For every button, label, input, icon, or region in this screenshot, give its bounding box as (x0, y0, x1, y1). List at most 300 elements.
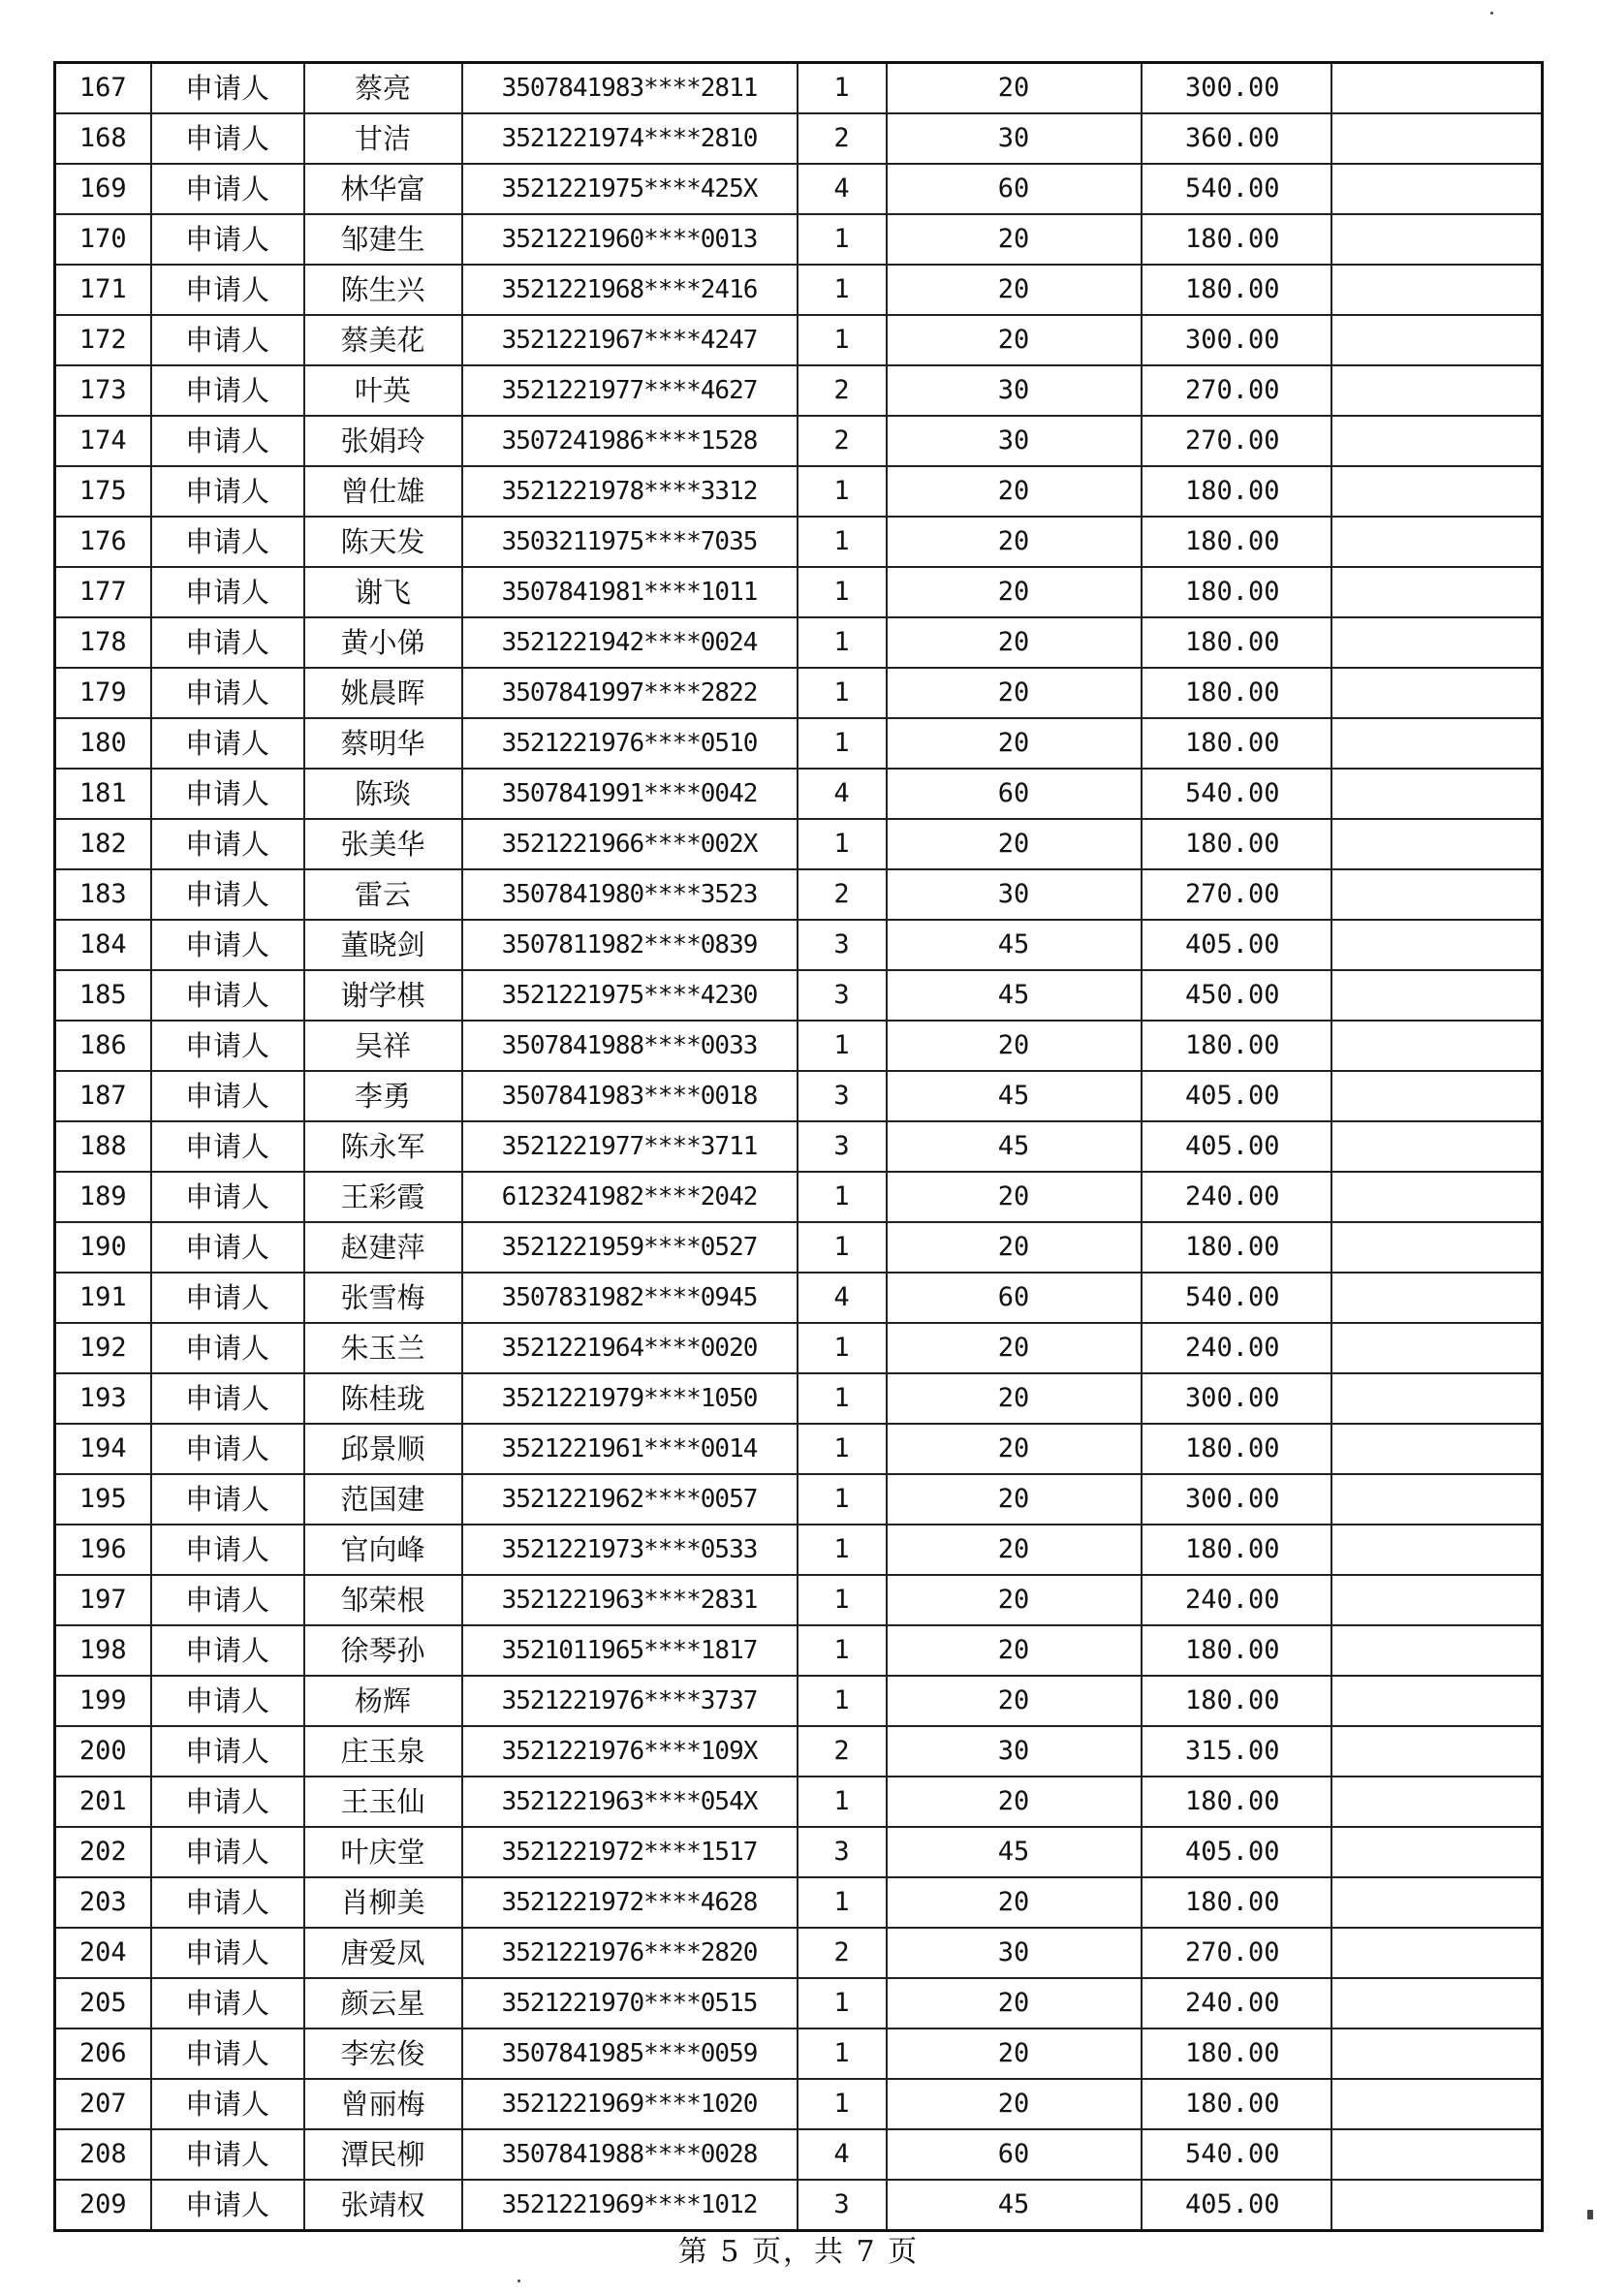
household-size: 3 (798, 1071, 887, 1121)
table-row (55, 920, 1543, 970)
applicant-type: 申请人 (151, 1071, 304, 1121)
scan-speck (517, 2280, 520, 2282)
subsidy-amount: 240.00 (1142, 1172, 1331, 1222)
subsidy-amount: 300.00 (1142, 1474, 1331, 1525)
household-size: 2 (798, 416, 887, 466)
id-number: 3521221976****109X (462, 1726, 798, 1777)
row-number: 178 (55, 617, 151, 668)
remark-cell (1331, 617, 1543, 668)
remark-cell (1331, 2029, 1543, 2079)
remark-cell (1331, 1877, 1543, 1928)
row-number: 180 (55, 718, 151, 769)
applicant-type: 申请人 (151, 1777, 304, 1827)
subsidy-amount: 180.00 (1142, 265, 1331, 315)
applicant-name: 张娟玲 (304, 416, 462, 466)
area-value: 20 (887, 1373, 1142, 1424)
area-value: 20 (887, 1172, 1142, 1222)
applicant-type: 申请人 (151, 1424, 304, 1474)
row-number: 184 (55, 920, 151, 970)
row-number: 168 (55, 113, 151, 164)
remark-cell (1331, 265, 1543, 315)
table-row (55, 1625, 1543, 1676)
subsidy-amount: 180.00 (1142, 1777, 1331, 1827)
subsidy-amount: 240.00 (1142, 1575, 1331, 1625)
row-number: 188 (55, 1121, 151, 1172)
applicant-type: 申请人 (151, 1676, 304, 1726)
row-number: 183 (55, 869, 151, 920)
applicant-type: 申请人 (151, 869, 304, 920)
remark-cell (1331, 416, 1543, 466)
area-value: 20 (887, 466, 1142, 517)
applicant-type: 申请人 (151, 1877, 304, 1928)
row-number: 177 (55, 567, 151, 617)
household-size: 1 (798, 718, 887, 769)
applicant-name: 陈天发 (304, 517, 462, 567)
household-size: 4 (798, 1273, 887, 1323)
id-number: 3521221976****2820 (462, 1928, 798, 1978)
subsidy-amount: 405.00 (1142, 1071, 1331, 1121)
household-size: 4 (798, 769, 887, 819)
subsidy-amount: 300.00 (1142, 63, 1331, 114)
remark-cell (1331, 970, 1543, 1021)
applicant-name: 邱景顺 (304, 1424, 462, 1474)
subsidy-amount: 180.00 (1142, 1625, 1331, 1676)
applicant-type: 申请人 (151, 1474, 304, 1525)
area-value: 20 (887, 1625, 1142, 1676)
id-number: 3521221961****0014 (462, 1424, 798, 1474)
id-number: 3521221963****2831 (462, 1575, 798, 1625)
applicant-type: 申请人 (151, 164, 304, 214)
area-value: 45 (887, 2180, 1142, 2231)
applicant-table (53, 61, 1544, 2232)
id-number: 3521221974****2810 (462, 113, 798, 164)
remark-cell (1331, 869, 1543, 920)
remark-cell (1331, 1625, 1543, 1676)
area-value: 20 (887, 819, 1142, 869)
remark-cell (1331, 1978, 1543, 2029)
id-number: 3521221969****1020 (462, 2079, 798, 2129)
table-row (55, 1172, 1543, 1222)
subsidy-amount: 270.00 (1142, 416, 1331, 466)
row-number: 208 (55, 2129, 151, 2180)
area-value: 30 (887, 869, 1142, 920)
household-size: 2 (798, 1928, 887, 1978)
household-size: 3 (798, 1827, 887, 1877)
table-row (55, 1323, 1543, 1373)
scan-speck (1490, 12, 1493, 15)
table-row (55, 1575, 1543, 1625)
applicant-name: 肖柳美 (304, 1877, 462, 1928)
applicant-type: 申请人 (151, 769, 304, 819)
id-number: 3507841988****0028 (462, 2129, 798, 2180)
remark-cell (1331, 1676, 1543, 1726)
subsidy-amount: 540.00 (1142, 1273, 1331, 1323)
table-row (55, 1525, 1543, 1575)
table-row (55, 2180, 1543, 2231)
row-number: 170 (55, 214, 151, 265)
remark-cell (1331, 718, 1543, 769)
table-row (55, 1474, 1543, 1525)
id-number: 3507241986****1528 (462, 416, 798, 466)
applicant-type: 申请人 (151, 1222, 304, 1273)
area-value: 20 (887, 1978, 1142, 2029)
row-number: 181 (55, 769, 151, 819)
remark-cell (1331, 1928, 1543, 1978)
subsidy-amount: 270.00 (1142, 365, 1331, 416)
row-number: 194 (55, 1424, 151, 1474)
id-number: 3507841991****0042 (462, 769, 798, 819)
id-number: 6123241982****2042 (462, 1172, 798, 1222)
table-row (55, 1021, 1543, 1071)
table-row (55, 1928, 1543, 1978)
remark-cell (1331, 1323, 1543, 1373)
applicant-type: 申请人 (151, 1625, 304, 1676)
applicant-type: 申请人 (151, 416, 304, 466)
applicant-name: 朱玉兰 (304, 1323, 462, 1373)
subsidy-amount: 540.00 (1142, 164, 1331, 214)
household-size: 3 (798, 920, 887, 970)
household-size: 1 (798, 2079, 887, 2129)
applicant-type: 申请人 (151, 1373, 304, 1424)
row-number: 197 (55, 1575, 151, 1625)
table-row (55, 1373, 1543, 1424)
area-value: 20 (887, 668, 1142, 718)
applicant-type: 申请人 (151, 1575, 304, 1625)
table-row (55, 567, 1543, 617)
applicant-name: 张靖权 (304, 2180, 462, 2231)
subsidy-amount: 270.00 (1142, 1928, 1331, 1978)
row-number: 193 (55, 1373, 151, 1424)
applicant-type: 申请人 (151, 1323, 304, 1373)
id-number: 3521221966****002X (462, 819, 798, 869)
remark-cell (1331, 1222, 1543, 1273)
subsidy-amount: 300.00 (1142, 1373, 1331, 1424)
applicant-name: 吴祥 (304, 1021, 462, 1071)
applicant-type: 申请人 (151, 920, 304, 970)
remark-cell (1331, 1424, 1543, 1474)
id-number: 3521221972****1517 (462, 1827, 798, 1877)
row-number: 187 (55, 1071, 151, 1121)
area-value: 20 (887, 1676, 1142, 1726)
applicant-type: 申请人 (151, 113, 304, 164)
table-row (55, 1827, 1543, 1877)
table-row (55, 1877, 1543, 1928)
applicant-name: 王玉仙 (304, 1777, 462, 1827)
table-row (55, 1273, 1543, 1323)
applicant-name: 叶英 (304, 365, 462, 416)
household-size: 1 (798, 1323, 887, 1373)
applicant-name: 甘洁 (304, 113, 462, 164)
row-number: 186 (55, 1021, 151, 1071)
applicant-name: 谢飞 (304, 567, 462, 617)
table-row (55, 769, 1543, 819)
id-number: 3521221972****4628 (462, 1877, 798, 1928)
row-number: 174 (55, 416, 151, 466)
subsidy-amount: 180.00 (1142, 1222, 1331, 1273)
applicant-type: 申请人 (151, 214, 304, 265)
applicant-name: 蔡美花 (304, 315, 462, 365)
id-number: 3503211975****7035 (462, 517, 798, 567)
area-value: 20 (887, 567, 1142, 617)
id-number: 3507811982****0839 (462, 920, 798, 970)
remark-cell (1331, 517, 1543, 567)
area-value: 30 (887, 365, 1142, 416)
remark-cell (1331, 315, 1543, 365)
subsidy-amount: 360.00 (1142, 113, 1331, 164)
subsidy-amount: 450.00 (1142, 970, 1331, 1021)
applicant-type: 申请人 (151, 265, 304, 315)
applicant-type: 申请人 (151, 1273, 304, 1323)
household-size: 3 (798, 1121, 887, 1172)
id-number: 3521221976****3737 (462, 1676, 798, 1726)
applicant-name: 潭民柳 (304, 2129, 462, 2180)
row-number: 189 (55, 1172, 151, 1222)
applicant-type: 申请人 (151, 2079, 304, 2129)
remark-cell (1331, 1373, 1543, 1424)
household-size: 1 (798, 315, 887, 365)
applicant-type: 申请人 (151, 1121, 304, 1172)
row-number: 175 (55, 466, 151, 517)
id-number: 3521221977****4627 (462, 365, 798, 416)
applicant-name: 庄玉泉 (304, 1726, 462, 1777)
applicant-type: 申请人 (151, 63, 304, 114)
table-row (55, 819, 1543, 869)
household-size: 2 (798, 869, 887, 920)
area-value: 20 (887, 1575, 1142, 1625)
remark-cell (1331, 920, 1543, 970)
id-number: 3507841983****0018 (462, 1071, 798, 1121)
applicant-name: 陈永军 (304, 1121, 462, 1172)
remark-cell (1331, 2180, 1543, 2231)
applicant-name: 徐琴孙 (304, 1625, 462, 1676)
subsidy-amount: 405.00 (1142, 920, 1331, 970)
applicant-name: 叶庆堂 (304, 1827, 462, 1877)
table-row (55, 1121, 1543, 1172)
subsidy-amount: 180.00 (1142, 2029, 1331, 2079)
area-value: 20 (887, 315, 1142, 365)
row-number: 201 (55, 1777, 151, 1827)
remark-cell (1331, 769, 1543, 819)
subsidy-amount: 180.00 (1142, 1021, 1331, 1071)
table-row (55, 63, 1543, 114)
area-value: 30 (887, 113, 1142, 164)
row-number: 191 (55, 1273, 151, 1323)
id-number: 3521221964****0020 (462, 1323, 798, 1373)
row-number: 173 (55, 365, 151, 416)
household-size: 3 (798, 970, 887, 1021)
table-row (55, 1424, 1543, 1474)
table-row (55, 970, 1543, 1021)
applicant-type: 申请人 (151, 1021, 304, 1071)
applicant-name: 陈生兴 (304, 265, 462, 315)
applicant-type: 申请人 (151, 819, 304, 869)
area-value: 20 (887, 1222, 1142, 1273)
subsidy-amount: 540.00 (1142, 2129, 1331, 2180)
row-number: 179 (55, 668, 151, 718)
subsidy-amount: 180.00 (1142, 567, 1331, 617)
table-row (55, 1978, 1543, 2029)
row-number: 185 (55, 970, 151, 1021)
table-row (55, 2079, 1543, 2129)
subsidy-amount: 180.00 (1142, 1525, 1331, 1575)
remark-cell (1331, 1474, 1543, 1525)
remark-cell (1331, 1021, 1543, 1071)
table-row (55, 2129, 1543, 2180)
area-value: 20 (887, 718, 1142, 769)
subsidy-amount: 180.00 (1142, 668, 1331, 718)
household-size: 4 (798, 2129, 887, 2180)
area-value: 45 (887, 1071, 1142, 1121)
remark-cell (1331, 1121, 1543, 1172)
area-value: 20 (887, 1877, 1142, 1928)
table-row (55, 1777, 1543, 1827)
subsidy-amount: 180.00 (1142, 1877, 1331, 1928)
remark-cell (1331, 214, 1543, 265)
subsidy-amount: 180.00 (1142, 214, 1331, 265)
table-row (55, 1726, 1543, 1777)
table-row (55, 1222, 1543, 1273)
area-value: 20 (887, 63, 1142, 114)
row-number: 200 (55, 1726, 151, 1777)
area-value: 20 (887, 1021, 1142, 1071)
id-number: 3521221942****0024 (462, 617, 798, 668)
table-row (55, 718, 1543, 769)
remark-cell (1331, 1525, 1543, 1575)
row-number: 195 (55, 1474, 151, 1525)
row-number: 209 (55, 2180, 151, 2231)
remark-cell (1331, 668, 1543, 718)
applicant-name: 官向峰 (304, 1525, 462, 1575)
applicant-name: 颜云星 (304, 1978, 462, 2029)
applicant-name: 谢学棋 (304, 970, 462, 1021)
row-number: 202 (55, 1827, 151, 1877)
subsidy-amount: 180.00 (1142, 718, 1331, 769)
household-size: 1 (798, 1575, 887, 1625)
area-value: 30 (887, 1726, 1142, 1777)
remark-cell (1331, 1726, 1543, 1777)
applicant-name: 张雪梅 (304, 1273, 462, 1323)
household-size: 1 (798, 517, 887, 567)
household-size: 1 (798, 1424, 887, 1474)
applicant-name: 林华富 (304, 164, 462, 214)
applicant-name: 姚晨晖 (304, 668, 462, 718)
table-row (55, 869, 1543, 920)
applicant-name: 邹建生 (304, 214, 462, 265)
remark-cell (1331, 1273, 1543, 1323)
household-size: 1 (798, 1978, 887, 2029)
id-number: 3521221963****054X (462, 1777, 798, 1827)
applicant-type: 申请人 (151, 1827, 304, 1877)
household-size: 1 (798, 1676, 887, 1726)
row-number: 171 (55, 265, 151, 315)
id-number: 3521221973****0533 (462, 1525, 798, 1575)
applicant-type: 申请人 (151, 365, 304, 416)
id-number: 3507841985****0059 (462, 2029, 798, 2079)
table-row (55, 164, 1543, 214)
table-row (55, 214, 1543, 265)
row-number: 167 (55, 63, 151, 114)
table-row (55, 617, 1543, 668)
id-number: 3507841983****2811 (462, 63, 798, 114)
remark-cell (1331, 1575, 1543, 1625)
subsidy-amount: 180.00 (1142, 1424, 1331, 1474)
applicant-name: 陈桂珑 (304, 1373, 462, 1424)
remark-cell (1331, 2079, 1543, 2129)
subsidy-amount: 405.00 (1142, 1121, 1331, 1172)
area-value: 20 (887, 214, 1142, 265)
remark-cell (1331, 819, 1543, 869)
subsidy-amount: 540.00 (1142, 769, 1331, 819)
table-row (55, 265, 1543, 315)
applicant-type: 申请人 (151, 970, 304, 1021)
applicant-type: 申请人 (151, 1525, 304, 1575)
household-size: 1 (798, 214, 887, 265)
subsidy-amount: 300.00 (1142, 315, 1331, 365)
row-number: 172 (55, 315, 151, 365)
subsidy-amount: 180.00 (1142, 819, 1331, 869)
household-size: 1 (798, 617, 887, 668)
remark-cell (1331, 567, 1543, 617)
subsidy-amount: 180.00 (1142, 2079, 1331, 2129)
applicant-type: 申请人 (151, 1928, 304, 1978)
area-value: 30 (887, 416, 1142, 466)
id-number: 3521221970****0515 (462, 1978, 798, 2029)
id-number: 3507841981****1011 (462, 567, 798, 617)
applicant-type: 申请人 (151, 1978, 304, 2029)
applicant-name: 蔡亮 (304, 63, 462, 114)
id-number: 3521221976****0510 (462, 718, 798, 769)
subsidy-amount: 180.00 (1142, 466, 1331, 517)
household-size: 3 (798, 2180, 887, 2231)
household-size: 2 (798, 113, 887, 164)
table-row (55, 2029, 1543, 2079)
household-size: 1 (798, 1172, 887, 1222)
row-number: 204 (55, 1928, 151, 1978)
area-value: 20 (887, 265, 1142, 315)
id-number: 3507841980****3523 (462, 869, 798, 920)
id-number: 3507831982****0945 (462, 1273, 798, 1323)
applicant-table-body (55, 63, 1543, 2231)
remark-cell (1331, 164, 1543, 214)
area-value: 20 (887, 2029, 1142, 2079)
area-value: 45 (887, 970, 1142, 1021)
household-size: 4 (798, 164, 887, 214)
area-value: 60 (887, 1273, 1142, 1323)
household-size: 1 (798, 567, 887, 617)
applicant-type: 申请人 (151, 1172, 304, 1222)
remark-cell (1331, 2129, 1543, 2180)
table-row (55, 466, 1543, 517)
applicant-type: 申请人 (151, 668, 304, 718)
household-size: 2 (798, 1726, 887, 1777)
applicant-type: 申请人 (151, 2029, 304, 2079)
row-number: 207 (55, 2079, 151, 2129)
id-number: 3521011965****1817 (462, 1625, 798, 1676)
area-value: 45 (887, 920, 1142, 970)
applicant-name: 唐爱凤 (304, 1928, 462, 1978)
area-value: 20 (887, 617, 1142, 668)
row-number: 198 (55, 1625, 151, 1676)
applicant-name: 杨辉 (304, 1676, 462, 1726)
household-size: 1 (798, 1877, 887, 1928)
row-number: 205 (55, 1978, 151, 2029)
scan-speck (1587, 2210, 1593, 2219)
applicant-type: 申请人 (151, 2129, 304, 2180)
remark-cell (1331, 1071, 1543, 1121)
area-value: 60 (887, 164, 1142, 214)
remark-cell (1331, 365, 1543, 416)
table-row (55, 668, 1543, 718)
